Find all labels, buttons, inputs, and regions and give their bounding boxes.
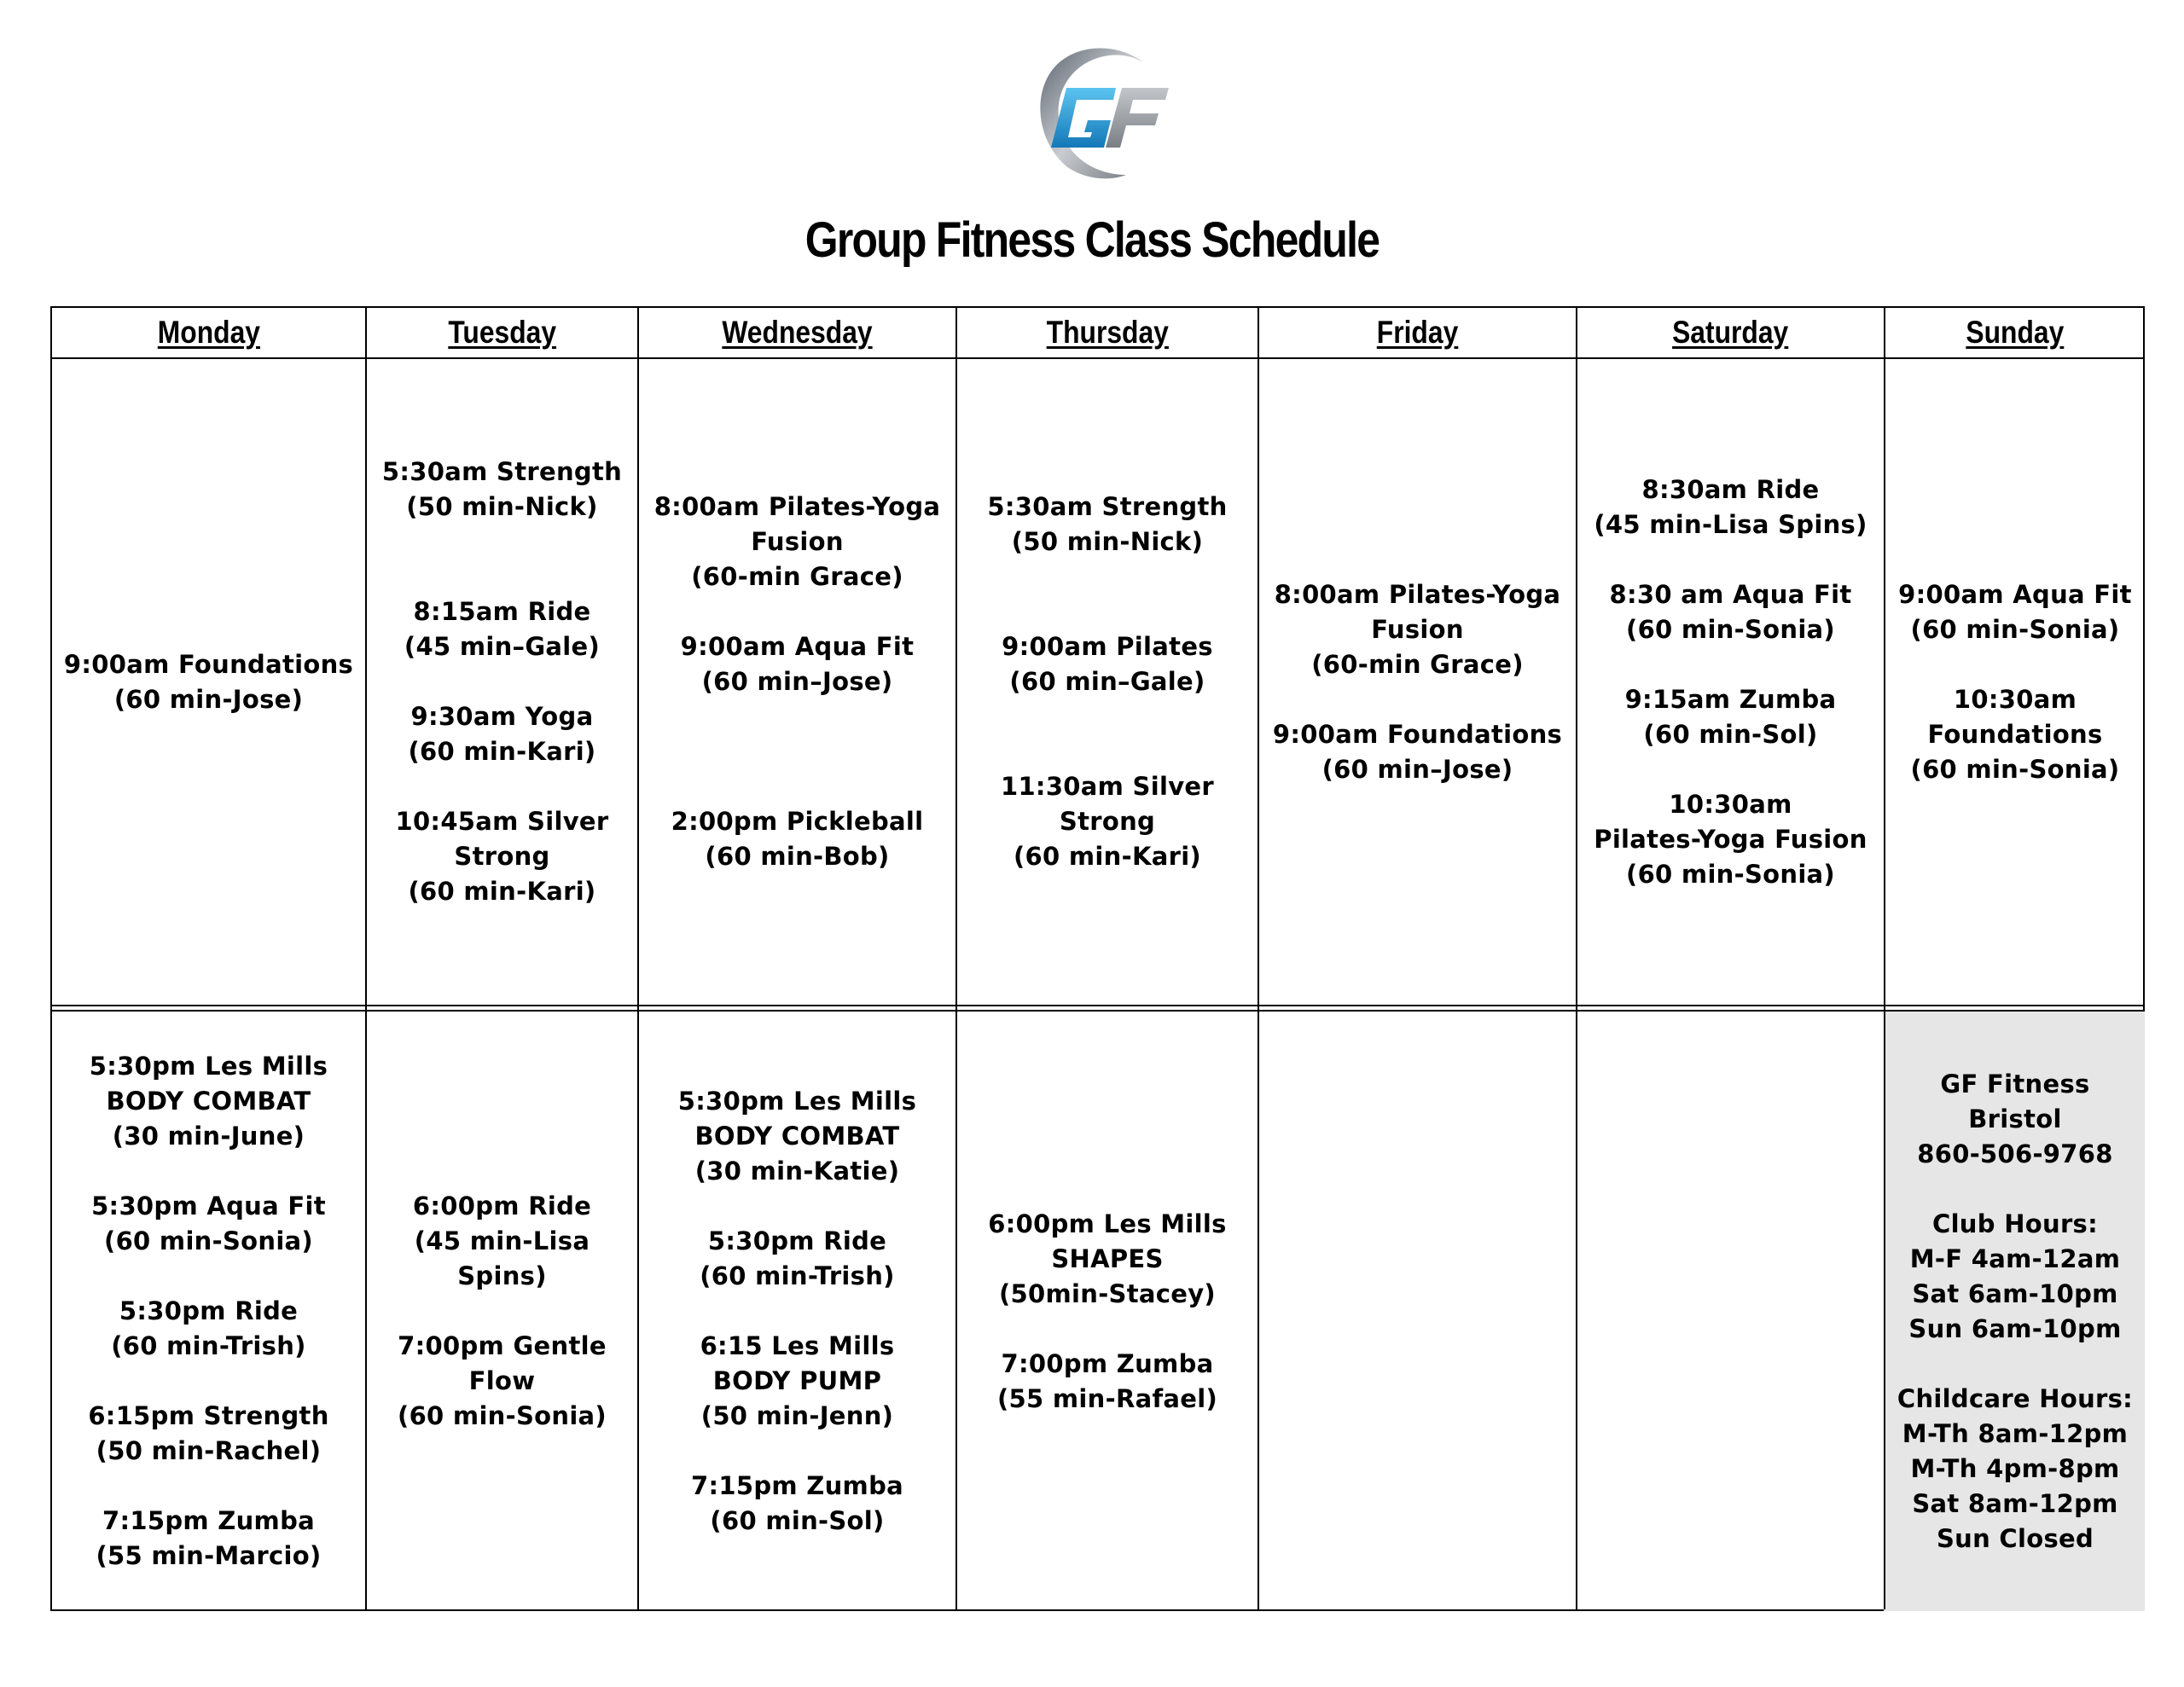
- class-detail: (50min-Stacey): [999, 1278, 1216, 1308]
- class-time-title: 10:30am: [1669, 789, 1792, 819]
- class-detail: M-Th 8am-12pm: [1902, 1418, 2129, 1448]
- class-detail: M-Th 4pm-8pm: [1910, 1453, 2120, 1483]
- class-time-title: 5:30am Strength: [381, 457, 623, 486]
- class-entry: [957, 490, 1258, 559]
- class-detail: (60 min-Trish): [700, 1261, 895, 1290]
- class-detail: (45 min–Gale): [404, 632, 601, 661]
- morning-cell-sunday: [1885, 359, 2145, 1005]
- class-time-title: 2:00pm Pickleball: [671, 807, 924, 836]
- class-entry: [52, 1049, 365, 1154]
- class-detail: (60 min-Sonia): [1910, 614, 2120, 644]
- class-detail: (60-min Grace): [1311, 649, 1524, 679]
- class-entry: [1577, 472, 1884, 542]
- day-header-saturday: Saturday: [1672, 315, 1789, 350]
- schedule-table: [50, 306, 2145, 1611]
- day-header-wednesday: Wednesday: [722, 315, 873, 350]
- class-time-title: 5:30pm Aqua Fit: [91, 1191, 326, 1220]
- class-time-title: 6:00pm Les Mills: [988, 1209, 1227, 1238]
- class-detail: (60 min-Sol): [1643, 719, 1818, 749]
- class-detail: SHAPES: [1051, 1244, 1164, 1273]
- class-entry: [52, 1504, 365, 1574]
- class-time-title: 9:00am Aqua Fit: [680, 632, 915, 661]
- class-detail: Flow: [468, 1366, 536, 1395]
- class-entry: [639, 490, 956, 594]
- class-detail: BODY PUMP: [712, 1366, 882, 1395]
- class-time-title: 7:15pm Zumba: [690, 1471, 904, 1500]
- evening-cell-saturday: [1577, 1012, 1884, 1611]
- class-time-title: 9:00am Foundations: [63, 649, 354, 679]
- class-detail: Sun Closed: [1936, 1523, 2094, 1553]
- class-entry: [367, 1189, 637, 1294]
- class-time-title: 5:30pm Ride: [119, 1296, 299, 1325]
- class-detail: (50 min-Rachel): [96, 1436, 322, 1465]
- class-detail: (30 min-June): [112, 1122, 305, 1151]
- class-entry: [1577, 787, 1884, 892]
- class-entry: [639, 1329, 956, 1434]
- class-detail: Sat 8am-12pm: [1912, 1488, 2118, 1518]
- class-entry: [639, 629, 956, 699]
- class-entry: [639, 1469, 956, 1539]
- section-divider: [52, 1005, 2143, 1006]
- class-time-title: 8:30 am Aqua Fit: [1609, 579, 1852, 609]
- class-detail: (60 min–Gale): [1009, 667, 1205, 696]
- class-detail: (60 min-Sol): [710, 1506, 885, 1535]
- evening-cell-sunday: [1885, 1012, 2145, 1611]
- class-detail: (55 min-Marcio): [96, 1541, 322, 1570]
- class-entry: [367, 804, 637, 909]
- class-entry: [1885, 682, 2145, 787]
- class-detail: (60 min-Kari): [408, 877, 596, 906]
- class-entry: [639, 804, 956, 874]
- class-detail: (60 min-Sonia): [1626, 614, 1835, 644]
- class-entry: [957, 629, 1258, 699]
- class-detail: (60 min-Sonia): [1910, 754, 2120, 784]
- class-time-title: 5:30pm Les Mills: [89, 1052, 328, 1081]
- class-entry: [367, 455, 637, 525]
- class-detail: Pilates-Yoga Fusion: [1594, 824, 1867, 854]
- morning-cell-tuesday: [367, 359, 637, 1005]
- class-time-title: 6:15 Les Mills: [700, 1331, 895, 1360]
- class-detail: (50 min-Nick): [406, 492, 598, 521]
- club-info-block: [1885, 1207, 2145, 1347]
- class-detail: (60 min–Jose): [701, 667, 893, 696]
- class-time-title: 9:15am Zumba: [1624, 684, 1837, 714]
- day-header-sunday: Sunday: [1966, 315, 2065, 350]
- evening-cell-monday: [52, 1012, 365, 1611]
- class-entry: [52, 647, 365, 717]
- class-entry: [52, 1294, 365, 1364]
- class-detail: Foundations: [1927, 719, 2103, 749]
- morning-cell-monday: [52, 359, 365, 1005]
- evening-cell-wednesday: [639, 1012, 956, 1611]
- class-time-title: 5:30pm Ride: [707, 1226, 887, 1255]
- class-detail: (60 min–Jose): [1321, 754, 1513, 784]
- class-entry: [1259, 577, 1576, 682]
- day-header-friday: Friday: [1376, 315, 1459, 350]
- day-header-monday: Monday: [157, 315, 260, 350]
- class-time-title: 9:30am Yoga: [410, 702, 594, 731]
- class-detail: Bristol: [1968, 1104, 2062, 1133]
- morning-cell-wednesday: [639, 359, 956, 1005]
- evening-cell-thursday: [957, 1012, 1258, 1611]
- class-detail: BODY COMBAT: [694, 1122, 900, 1151]
- class-detail: (60 min-Sonia): [1626, 859, 1835, 889]
- class-detail: (60 min-Trish): [111, 1331, 306, 1360]
- page-title: Group Fitness Class Schedule: [804, 212, 1380, 268]
- class-time-title: 7:15pm Zumba: [102, 1506, 316, 1535]
- class-time-title: 10:45am Silver: [395, 807, 609, 836]
- class-time-title: 9:00am Foundations: [1272, 719, 1563, 749]
- class-time-title: 8:30am Ride: [1641, 474, 1820, 504]
- class-entry: [1259, 717, 1576, 787]
- evening-cell-tuesday: [367, 1012, 637, 1611]
- gf-logo: [1015, 38, 1177, 183]
- class-entry: [639, 1224, 956, 1294]
- class-detail: (60 min-Jose): [113, 684, 304, 714]
- class-detail: (60 min-Kari): [1014, 842, 1201, 871]
- club-info-block: [1885, 1067, 2145, 1172]
- class-detail: (60 min-Sonia): [398, 1401, 607, 1430]
- class-detail: BODY COMBAT: [106, 1087, 311, 1116]
- class-entry: [1577, 577, 1884, 647]
- class-entry: [367, 699, 637, 769]
- class-detail: Strong: [1059, 807, 1156, 836]
- class-entry: [367, 1329, 637, 1434]
- class-time-title: GF Fitness: [1940, 1069, 2090, 1099]
- day-header-thursday: Thursday: [1046, 315, 1169, 350]
- class-detail: (45 min-Lisa: [414, 1226, 590, 1255]
- class-detail: Fusion: [751, 527, 844, 556]
- class-time-title: 8:00am Pilates-Yoga: [1274, 579, 1561, 609]
- class-time-title: Club Hours:: [1931, 1209, 2099, 1238]
- class-detail: (50 min-Nick): [1011, 527, 1204, 556]
- class-detail: (30 min-Katie): [694, 1157, 900, 1186]
- class-detail: 860-506-9768: [1917, 1139, 2113, 1168]
- morning-cell-friday: [1259, 359, 1576, 1005]
- class-detail: (60 min-Sonia): [104, 1226, 313, 1255]
- class-detail: (50 min-Jenn): [700, 1401, 894, 1430]
- class-time-title: 9:00am Aqua Fit: [1898, 579, 2132, 609]
- class-entry: [957, 1207, 1258, 1312]
- class-entry: [52, 1399, 365, 1469]
- class-detail: (45 min-Lisa Spins): [1594, 509, 1867, 539]
- morning-cell-saturday: [1577, 359, 1884, 1005]
- day-header-tuesday: Tuesday: [448, 315, 556, 350]
- class-detail: Strong: [454, 842, 550, 871]
- class-time-title: 8:00am Pilates-Yoga: [653, 492, 941, 521]
- class-detail: Spins): [457, 1261, 547, 1290]
- class-time-title: 5:30pm Les Mills: [677, 1087, 917, 1116]
- morning-cell-thursday: [957, 359, 1258, 1005]
- evening-cell-friday: [1259, 1012, 1576, 1611]
- class-time-title: 10:30am: [1953, 684, 2077, 714]
- class-time-title: 8:15am Ride: [413, 597, 591, 626]
- class-entry: [367, 594, 637, 664]
- club-info-block: [1885, 1382, 2145, 1557]
- class-detail: Sun 6am-10pm: [1908, 1313, 2122, 1343]
- class-time-title: 9:00am Pilates: [1002, 632, 1213, 661]
- class-entry: [957, 1347, 1258, 1417]
- class-detail: (60 min-Kari): [408, 737, 596, 766]
- class-detail: Fusion: [1371, 614, 1464, 644]
- class-detail: M-F 4am-12am: [1909, 1244, 2121, 1273]
- class-entry: [1885, 577, 2145, 647]
- class-time-title: 6:15pm Strength: [88, 1401, 329, 1430]
- class-entry: [1577, 682, 1884, 752]
- class-time-title: Childcare Hours:: [1896, 1383, 2134, 1413]
- class-entry: [639, 1084, 956, 1189]
- class-detail: (60-min Grace): [691, 562, 903, 591]
- class-detail: (60 min-Bob): [705, 842, 890, 871]
- class-time-title: 5:30am Strength: [987, 492, 1228, 521]
- class-entry: [957, 769, 1258, 874]
- class-detail: (55 min-Rafael): [997, 1383, 1217, 1413]
- class-time-title: 11:30am Silver: [1000, 772, 1215, 801]
- class-detail: Sat 6am-10pm: [1912, 1278, 2118, 1308]
- class-time-title: 7:00pm Gentle: [398, 1331, 607, 1360]
- class-time-title: 7:00pm Zumba: [1001, 1348, 1214, 1378]
- class-time-title: 6:00pm Ride: [412, 1191, 592, 1220]
- class-entry: [52, 1189, 365, 1259]
